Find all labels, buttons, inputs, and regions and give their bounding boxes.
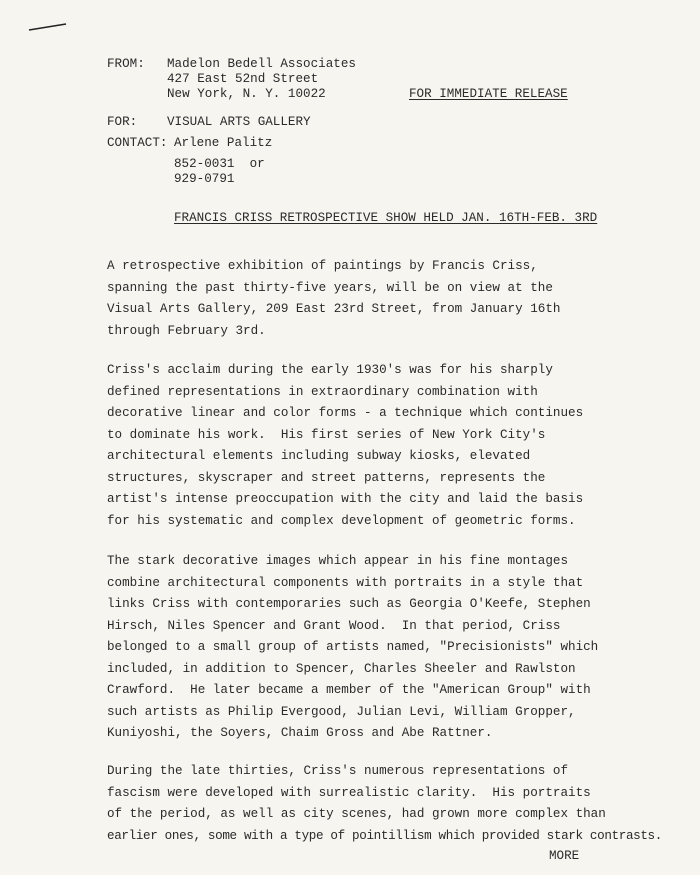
- paragraph-line: to dominate his work. His first series of New York City's: [107, 427, 546, 442]
- paragraph-4: [107, 761, 677, 847]
- paragraph-line: During the late thirties, Criss's numerous representations of: [107, 764, 569, 778]
- contact-name: Arlene Palitz: [174, 136, 273, 150]
- paragraph-line: defined representations in extraordinary combination with: [107, 384, 538, 399]
- paragraph-line: for his systematic and complex development of geometric forms.: [107, 513, 576, 528]
- from-line-3: New York, N. Y. 10022: [167, 87, 326, 101]
- paragraph-1: [107, 256, 677, 342]
- paragraph-line: earlier ones, some with a type of pointillism which provided stark contrasts.: [107, 828, 662, 843]
- release-notice: FOR IMMEDIATE RELEASE: [409, 87, 568, 101]
- from-line-1: Madelon Bedell Associates: [167, 57, 356, 71]
- for-value: VISUAL ARTS GALLERY: [167, 115, 311, 129]
- paragraph-line: Crawford. He later became a member of the "American Group" with: [107, 683, 591, 697]
- for-label: FOR:: [107, 115, 138, 129]
- paragraph-line: artist's intense preoccupation with the city and laid the basis: [107, 492, 584, 506]
- paragraph-line: A retrospective exhibition of paintings by Francis Criss,: [107, 259, 538, 273]
- from-label: FROM:: [107, 57, 145, 71]
- paragraph-line: Criss's acclaim during the early 1930's was for his sharply: [107, 363, 553, 377]
- paragraph-line: included, in addition to Spencer, Charles Sheeler and Rawlston: [107, 661, 576, 676]
- paragraph-line: structures, skyscraper and street patterns, represents the: [107, 470, 546, 485]
- paragraph-line: through February 3rd.: [107, 323, 266, 338]
- paragraph-2: [107, 360, 677, 532]
- release-title: FRANCIS CRISS RETROSPECTIVE SHOW HELD JAN. 16TH-FEB. 3RD: [174, 211, 598, 225]
- paragraph-3: [107, 551, 677, 745]
- paragraph-line: Visual Arts Gallery, 209 East 23rd Street, from January 16th: [107, 302, 561, 316]
- paragraph-line: combine architectural components with portraits in a style that: [107, 575, 584, 590]
- more-continuation: MORE: [549, 849, 580, 863]
- paragraph-line: Hirsch, Niles Spencer and Grant Wood. In that period, Criss: [107, 618, 561, 633]
- pen-stroke-mark: [28, 22, 68, 32]
- paragraph-line: links Criss with contemporaries such as Georgia O'Keefe, Stephen: [107, 597, 591, 611]
- paragraph-line: decorative linear and color forms - a technique which continues: [107, 406, 584, 420]
- paragraph-line: The stark decorative images which appear in his fine montages: [107, 554, 569, 568]
- paragraph-line: such artists as Philip Evergood, Julian Levi, William Gropper,: [107, 704, 576, 719]
- paragraph-line: fascism were developed with surrealistic clarity. His portraits: [107, 785, 591, 800]
- from-line-2: 427 East 52nd Street: [167, 72, 319, 86]
- paragraph-line: spanning the past thirty-five years, will be on view at the: [107, 280, 553, 295]
- paragraph-line: belonged to a small group of artists named, "Precisionists" which: [107, 640, 599, 654]
- paragraph-line: of the period, as well as city scenes, had grown more complex than: [107, 807, 606, 821]
- paragraph-line: architectural elements including subway kiosks, elevated: [107, 449, 531, 463]
- contact-label: CONTACT:: [107, 136, 168, 150]
- contact-phone-1: 852-0031 or: [174, 157, 265, 171]
- paragraph-line: Kuniyoshi, the Soyers, Chaim Gross and Abe Rattner.: [107, 726, 493, 740]
- contact-phone-2: 929-0791: [174, 172, 235, 186]
